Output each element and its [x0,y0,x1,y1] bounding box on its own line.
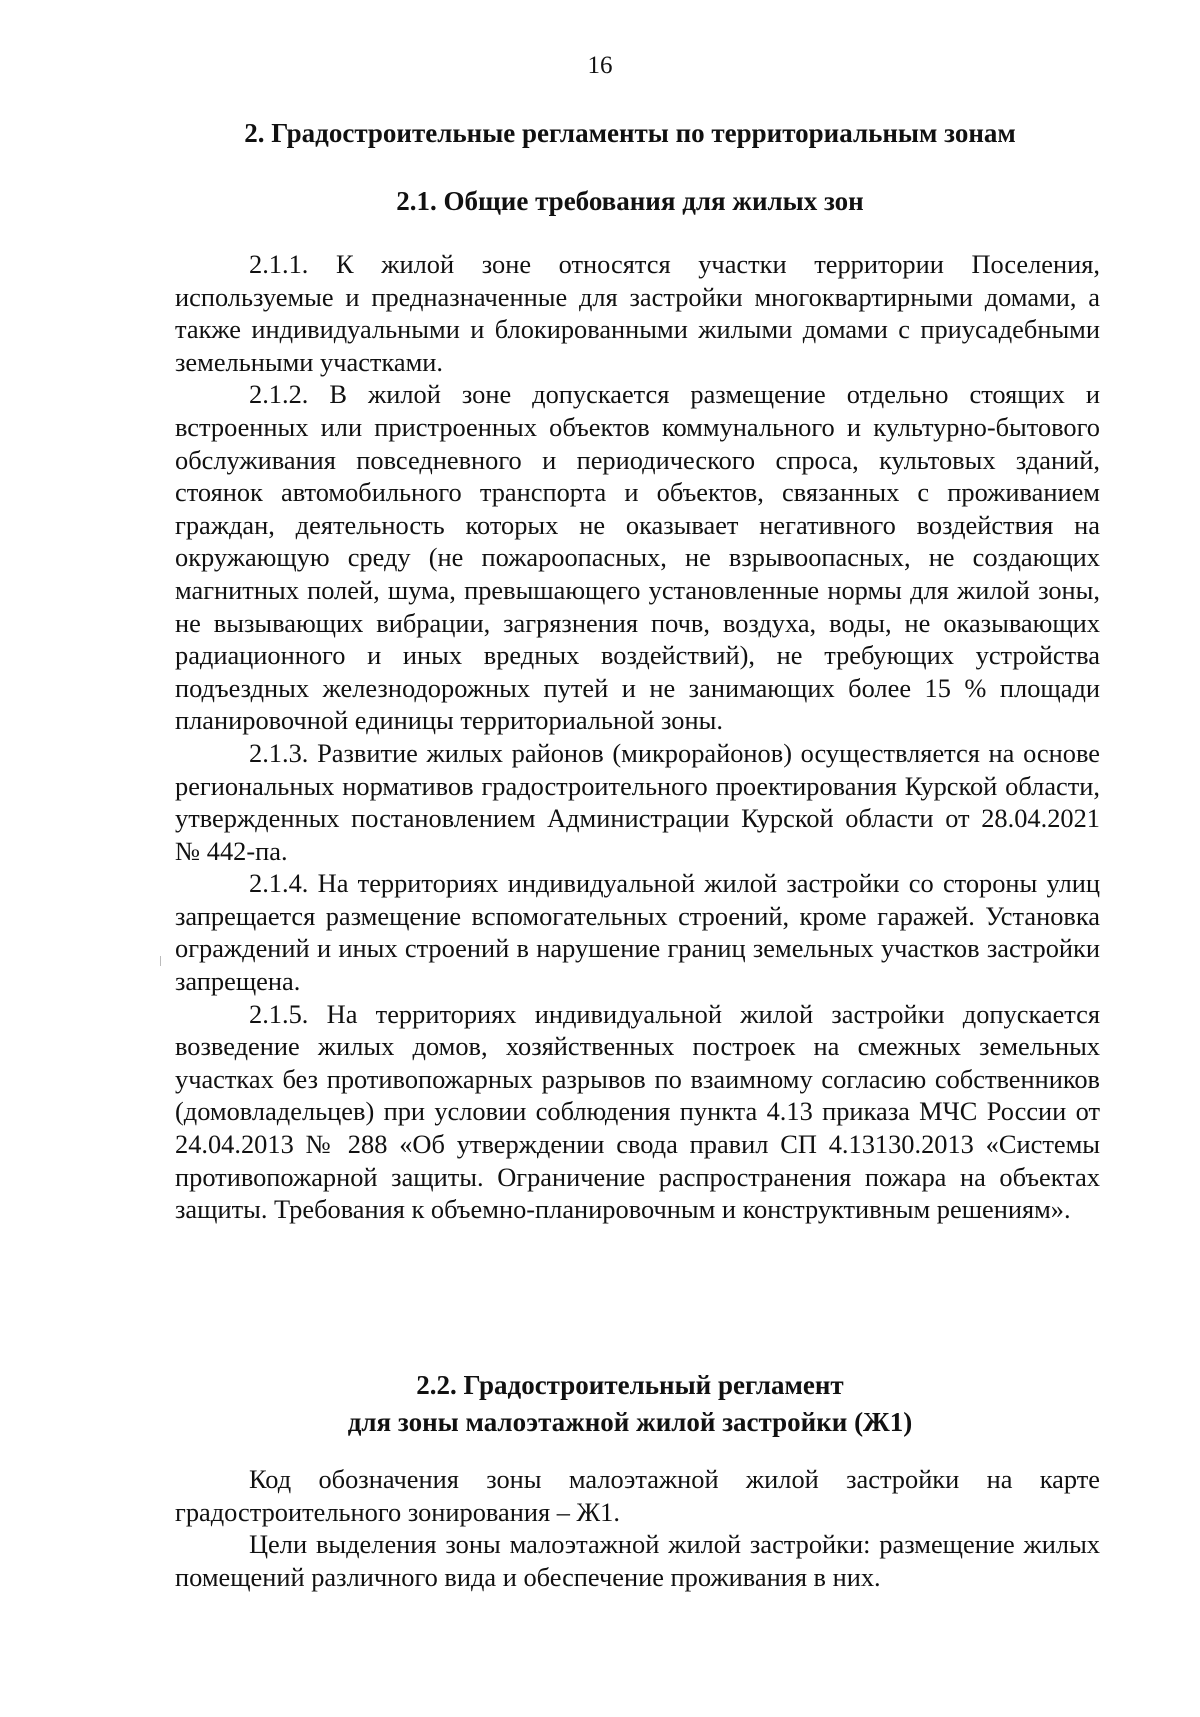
section-2-2-body [175,1463,1100,1593]
section-heading-2-2-line1: 2.2. Градостроительный регламент [416,1370,844,1400]
paragraph-2-1-3: 2.1.3. Развитие жилых районов (микрорайонов) осуществляется на основе региональных нормативов градостроительного проектирования Курской области, утвержденных постановлением Администрации Курской области от 28.04.2021 № 442-па. [175,737,1100,866]
section-heading-2-2-line2: для зоны малоэтажной жилой застройки (Ж1) [347,1407,913,1437]
paragraph-zone-purpose: Цели выделения зоны малоэтажной жилой застройки: размещение жилых помещений различного вида и обеспечение проживания в них. [175,1529,1100,1592]
paragraph-2-1-4: 2.1.4. На территориях индивидуальной жилой застройки со стороны улиц запрещается размещение вспомогательных строений, кроме гаражей. Установка ограждений и иных строений в нарушение границ земельных участков застройки запрещена. [175,868,1100,997]
section-heading-2-1: 2.1. Общие требования для жилых зон [396,186,864,216]
paragraph-2-1-1: 2.1.1. К жилой зоне относятся участки территории Поселения, используемые и предназначенные для застройки многоквартирными домами, а также индивидуальными и блокированными жилыми домами с приусадебными земельными участками. [175,249,1100,377]
paragraph-2-1-2: 2.1.2. В жилой зоне допускается размещение отдельно стоящих и встроенных или пристроенных объектов коммунального и культурно-бытового обслуживания повседневного и периодического спроса, культовых зданий, стоянок автомобильного транспорта и объектов, связанных с проживанием граждан, деятельность которых не оказывает негативного воздействия на окружающую среду (не пожароопасных, не взрывоопасных, не создающих магнитных полей, шума, превышающего установленные нормы для жилой зоны, не вызывающих вибрации, загрязнения почв, воздуха, воды, не оказывающих радиационного и иных вредных воздействий), не требующих устройства подъездных железнодорожных путей и не занимающих более 15 % площади планировочной единицы территориальной зоны. [175,379,1100,736]
paragraph-zone-code: Код обозначения зоны малоэтажной жилой застройки на карте градостроительного зонирования – Ж1. [175,1464,1100,1527]
section-2-1-body [175,248,1100,1226]
section-heading-2: 2. Градостроительные регламенты по территориальным зонам [244,118,1016,148]
page-number: 16 [587,52,613,79]
paragraph-2-1-5: 2.1.5. На территориях индивидуальной жилой застройки допускается возведение жилых домов, хозяйственных построек на смежных земельных участках без противопожарных разрывов по взаимному согласию собственников (домовладельцев) при условии соблюдения пункта 4.13 приказа МЧС России от 24.04.2013 № 288 «Об утверждении свода правил СП 4.13130.2013 «Системы противопожарной защиты. Ограничение распространения пожара на объектах защиты. Требования к объемно-планировочным и конструктивным решениям». [175,998,1100,1225]
scan-margin-mark [160,956,165,966]
